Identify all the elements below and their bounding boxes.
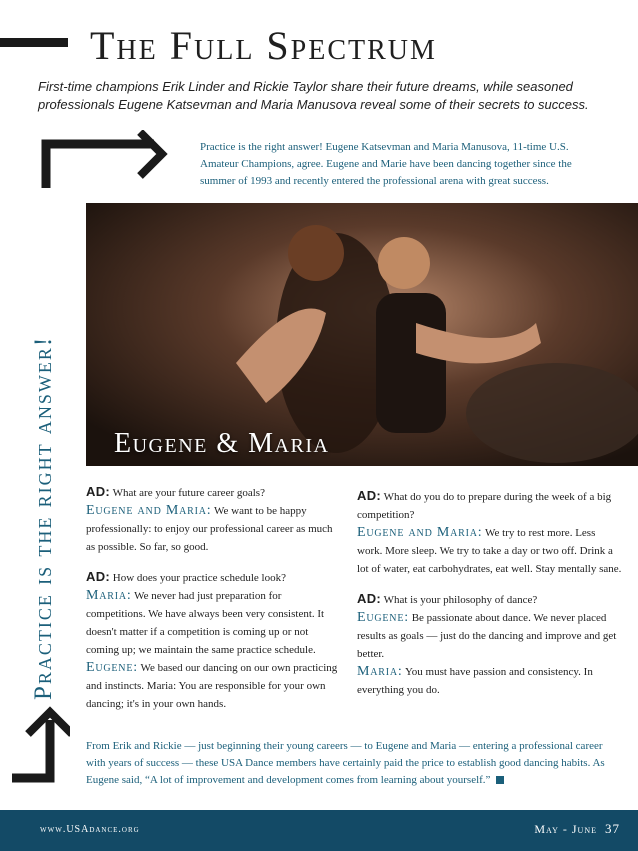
photo-illustration <box>86 203 638 466</box>
answer-speaker: Eugene: <box>357 610 409 625</box>
issue-label: May - June <box>534 822 597 836</box>
question-text: What is your philosophy of dance? <box>383 594 538 606</box>
answer-speaker: Eugene and Maria: <box>86 503 212 518</box>
answer-speaker: Eugene and Maria: <box>357 525 483 540</box>
page-number: 37 <box>605 821 620 836</box>
qa-block <box>86 568 341 713</box>
question-label: AD: <box>357 488 382 503</box>
answer-text: We want to be happy professionally: to enjoy our professional career as much as possible. So far, so good. <box>86 505 333 553</box>
right-column <box>357 487 622 711</box>
footer-issue-info <box>534 821 620 837</box>
question-label: AD: <box>357 591 382 606</box>
question-label: AD: <box>86 569 111 584</box>
answer-text: We based our dancing on our own practicing and instincts. Maria: You are responsible for your own dancing; it's in your own hands. <box>86 662 338 710</box>
qa-block <box>357 487 622 578</box>
answer-speaker: Eugene: <box>86 660 138 675</box>
closing-paragraph <box>86 738 606 789</box>
arrow-right-icon <box>38 130 178 190</box>
left-column <box>86 483 341 725</box>
closing-text: From Erik and Rickie — just beginning their young careers — to Eugene and Maria — entering a professional career with years of success — these USA Dance members have certainly paid the price to establish good dancing habits. As Eugene said, “A lot of improvement and development comes from learning about yourself.” <box>86 740 605 786</box>
answer-speaker: Maria: <box>357 664 403 679</box>
question-text: How does your practice schedule look? <box>112 572 286 584</box>
page-title: The Full Spectrum <box>90 23 437 68</box>
answer-text: You must have passion and consistency. In everything you do. <box>357 666 593 696</box>
intro-text: Practice is the right answer! Eugene Katsevman and Maria Manusova, 11-time U.S. Amateur Champions, agree. Eugene and Marie have been dancing together since the summer of 1993 and recently entered the professional arena with great success. <box>200 141 572 187</box>
dancers-photo <box>86 203 638 466</box>
answer-text: We never had just preparation for competitions. We have always been very consistent. It doesn't matter if a competition is coming up or not coming up; we maintain the same practice schedule. <box>86 590 325 656</box>
article-subtitle: First-time champions Erik Linder and Rickie Taylor share their future dreams, while seasoned professionals Eugene Katsevman and Maria Manusova reveal some of their secrets to success. <box>38 79 589 112</box>
header-rule <box>0 38 68 47</box>
arrow-up-icon <box>10 700 70 800</box>
answer-text: Be passionate about dance. We never placed results as goals — just do the dancing and improve and get better. <box>357 612 617 660</box>
question-text: What are your future career goals? <box>112 487 265 499</box>
question-text: What do you do to prepare during the week of a big competition? <box>357 491 612 521</box>
answer-speaker: Maria: <box>86 588 132 603</box>
answer-text: We try to rest more. Less work. More sleep. We try to take a day or two off. Drink a lot of water, eat carbohydrates, eat well. Stay mentally sane. <box>357 527 622 575</box>
footer-url-link[interactable]: www.USAdance.org <box>40 824 140 835</box>
page-footer <box>0 810 638 851</box>
qa-block <box>86 483 341 556</box>
qa-block <box>357 590 622 699</box>
photo-caption: Eugene & Maria <box>114 428 330 459</box>
side-heading: Practice is the right answer! <box>30 335 57 700</box>
question-label: AD: <box>86 484 111 499</box>
end-mark-icon <box>496 776 504 784</box>
